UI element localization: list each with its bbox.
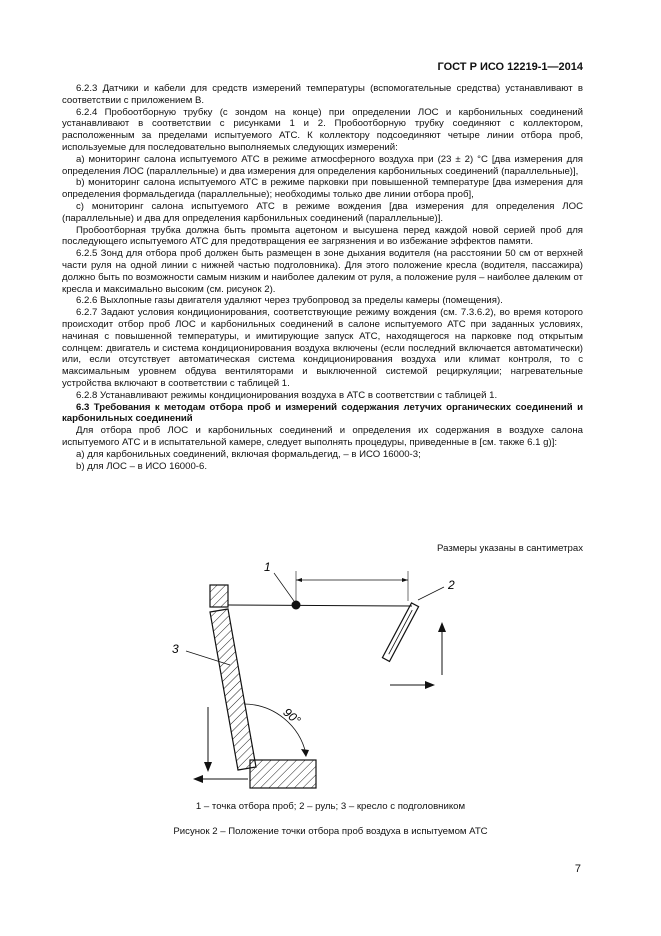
label-1: 1: [264, 560, 271, 574]
dimensions-note: Размеры указаны в сантиметрах: [437, 543, 583, 554]
leader-line-2: [418, 587, 444, 600]
document-header: ГОСТ Р ИСО 12219-1—2014: [437, 61, 583, 73]
section-heading: 6.3 Требования к методам отбора проб и измерений содержания летучих органических соединений и карбонильных соединений: [62, 401, 583, 425]
leader-line-1: [274, 573, 294, 601]
paragraph: 6.2.5 Зонд для отбора проб должен быть размещен в зоне дыхания водителя (на расстоянии 50 см от верхней части руля на одной линии с нижней частью подголовника). Для этого положение кресла (водителя, пассажира) должно быть по возможности самым низким и наиболее далеким от руля, а положение руля – наиболее далеким от кресла и максимально высоким (см. рисунок 2).: [62, 248, 583, 295]
seat-cushion: [250, 760, 316, 788]
label-3: 3: [172, 642, 179, 656]
figure-caption: Рисунок 2 – Положение точки отбора проб воздуха в испытуемом АТС: [173, 826, 488, 837]
figure-2-diagram: [160, 557, 480, 797]
seat-backrest: [210, 609, 256, 770]
figure-legend: 1 – точка отбора проб; 2 – руль; 3 – кресло с подголовником: [195, 801, 466, 812]
paragraph: Для отбора проб ЛОС и карбонильных соединений и определения их содержания в воздухе салона испытуемого АТС и в испытательной камере, следует выполнять процедуры, приведенные в [см. также 6.1 g)]:: [62, 425, 583, 448]
paragraph: 6.2.7 Задают условия кондиционирования, соответствующие режиму вождения (см. 7.3.6.2), во время которого происходит отбор проб ЛОС и карбонильных соединений в салоне испытуемого АТС при заданных условиях, начиная с повышенной температуры, и имитирующие запуск АТС, находящегося на парковке под открытым солнцем: двигатель и система кондиционирования воздуха включены (если последний включается автоматически) или, если отсутствует автоматическая система кондиционирования воздуха или климат контроля, то с максимальным уровнем обдува вентиляторами и выключенной системой рециркуляции; нагревательные устройства включают в соответствии с таблицей 1.: [62, 307, 583, 389]
label-2: 2: [448, 578, 455, 592]
angle-label: 90°: [280, 705, 304, 728]
page-number: 7: [574, 863, 581, 875]
paragraph: 6.2.3 Датчики и кабели для средств измерений температуры (вспомогательные средства) устанавливают в соответствии с приложением В.: [62, 83, 583, 106]
paragraph: 6.2.4 Пробоотборную трубку (с зондом на конце) при определении ЛОС и карбонильных соединений устанавливают в соответствии с рисунками 1 и 2. Пробоотборную трубку соединяют с коллектором, расположенным за пределами испытуемого АТС. К коллектору подсоединяют четыре линии отбора проб, используемые для последовательно выполняемых следующих измерений:: [62, 106, 583, 153]
dimension-arrow-left: [296, 578, 302, 582]
arrow-seat-back: [193, 775, 203, 783]
angle-arrow: [301, 749, 309, 757]
arrow-seat-down: [204, 762, 212, 772]
arrow-wheel-up: [438, 622, 446, 632]
paragraph: 6.2.8 Устанавливают режимы кондиционирования воздуха в АТС в соответствии с таблицей 1.: [76, 389, 498, 401]
list-item: c) мониторинг салона испытуемого АТС в режиме вождения [два измерения для определения ЛОС (параллельные) и два для определения карбонильных соединений (параллельные)].: [62, 200, 583, 224]
sampling-line: [228, 605, 412, 606]
document-body: [62, 83, 583, 472]
paragraph: Пробоотборная трубка должна быть промыта ацетоном и высушена перед каждой новой серией проб для последующего испытуемого АТС для предотвращения ее загрязнения и во избежание эффектов памяти.: [62, 224, 583, 248]
list-item: a) для карбонильных соединений, включая формальдегид, – в ИСО 16000-3;: [76, 448, 421, 460]
list-item: b) мониторинг салона испытуемого АТС в режиме парковки при повышенной температуре [два измерения для определения формальдегида (параллельные); необходимы только две линии отбора проб],: [62, 177, 583, 201]
seat-diagram-svg: [160, 557, 480, 797]
arrow-wheel-forward: [425, 681, 435, 689]
dimension-arrow-right: [402, 578, 408, 582]
sampling-point: [292, 601, 301, 610]
list-item: a) мониторинг салона испытуемого АТС в режиме атмосферного воздуха при (23 ± 2) °С [два измерения для определения ЛОС (параллельные) и два измерения для определения карбонильных соединений (параллельные)],: [62, 153, 583, 177]
headrest: [210, 585, 228, 607]
steering-wheel: [382, 603, 418, 661]
list-item: b) для ЛОС – в ИСО 16000-6.: [76, 460, 207, 472]
paragraph: 6.2.6 Выхлопные газы двигателя удаляют через трубопровод за пределы камеры (помещения).: [76, 295, 503, 307]
